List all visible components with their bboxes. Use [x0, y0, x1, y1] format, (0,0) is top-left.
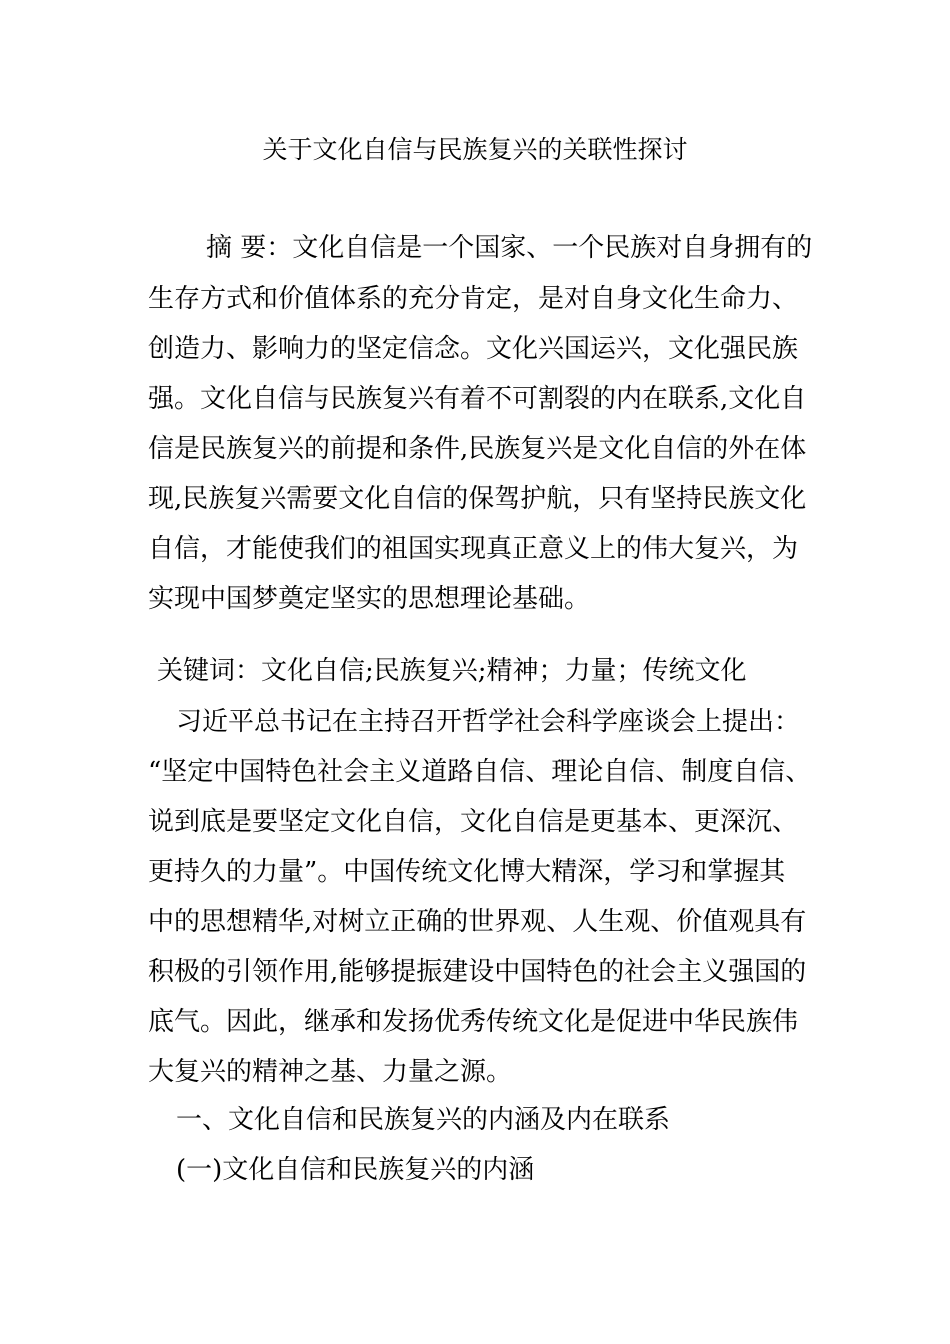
abstract-line: 信是民族复兴的前提和条件,民族复兴是文化自信的外在体: [148, 434, 807, 464]
subsection-heading: (一)文化自信和民族复兴的内涵: [176, 1155, 535, 1185]
abstract-line: 摘 要：文化自信是一个国家、一个民族对自身拥有的: [206, 233, 813, 263]
body-line: 习近平总书记在主持召开哲学社会科学座谈会上提出：: [176, 707, 801, 737]
keywords-line: 关键词：文化自信;民族复兴;精神；力量；传统文化: [157, 656, 747, 686]
abstract-line: 生存方式和价值体系的充分肯定，是对自身文化生命力、: [148, 284, 799, 314]
abstract-line: 创造力、影响力的坚定信念。文化兴国运兴，文化强民族: [148, 334, 799, 364]
body-line: 大复兴的精神之基、力量之源。: [148, 1057, 513, 1087]
body-line: 底气。因此，继承和发扬优秀传统文化是促进中华民族伟: [148, 1007, 799, 1037]
body-line: 积极的引领作用,能够提振建设中国特色的社会主义强国的: [148, 957, 807, 987]
body-line: 更持久的力量”。中国传统文化博大精深，学习和掌握其: [148, 857, 786, 887]
body-line: 中的思想精华,对树立正确的世界观、人生观、价值观具有: [148, 907, 807, 937]
document-title: 关于文化自信与民族复兴的关联性探讨: [262, 135, 688, 164]
section-heading: 一、文化自信和民族复兴的内涵及内在联系: [176, 1105, 671, 1135]
body-line: 说到底是要坚定文化自信，文化自信是更基本、更深沉、: [148, 807, 799, 837]
body-line: “坚定中国特色社会主义道路自信、理论自信、制度自信、: [148, 757, 812, 787]
abstract-line: 现,民族复兴需要文化自信的保驾护航，只有坚持民族文化: [148, 484, 807, 514]
abstract-line: 自信，才能使我们的祖国实现真正意义上的伟大复兴，为: [148, 534, 799, 564]
abstract-line: 强。文化自信与民族复兴有着不可割裂的内在联系,文化自: [148, 384, 807, 414]
abstract-line: 实现中国梦奠定坚实的思想理论基础。: [148, 584, 591, 614]
